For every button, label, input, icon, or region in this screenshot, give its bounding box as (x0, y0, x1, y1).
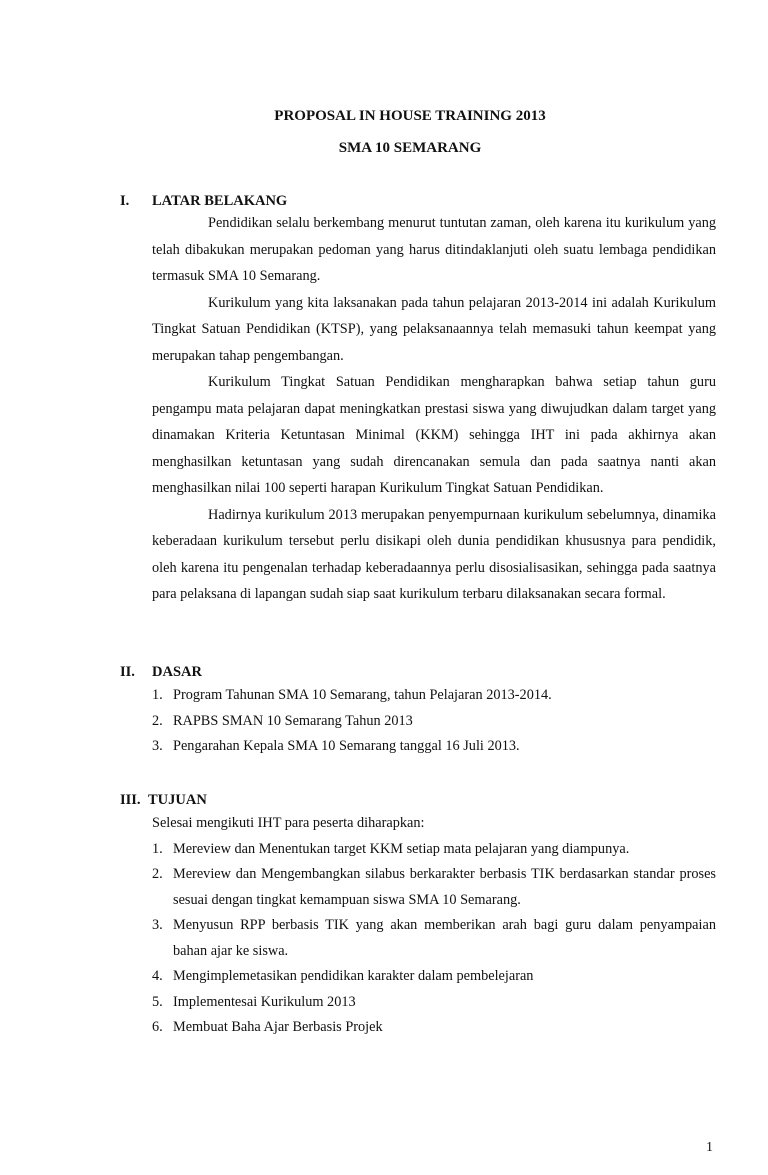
list-number: 2. (152, 866, 163, 882)
list-text: Pengarahan Kepala SMA 10 Semarang tanggal 16 Juli 2013. (173, 738, 520, 754)
list-text: RAPBS SMAN 10 Semarang Tahun 2013 (173, 712, 413, 729)
section-heading (120, 791, 716, 809)
list-item (120, 990, 716, 1016)
section-title: TUJUAN (148, 792, 207, 808)
dasar-list (120, 683, 716, 760)
section-tujuan (120, 791, 716, 1041)
list-number: 4. (152, 968, 163, 984)
paragraph: Kurikulum yang kita laksanakan pada tahun pelajaran 2013-2014 ini adalah Kurikulum Tingkat Satuan Pendidikan (KTSP), yang pelaksanaannya telah memasuki tahun keempat yang merupakan tahap pengembangan. (152, 294, 716, 364)
list-number: 3. (152, 738, 163, 754)
section-title: LATAR BELAKANG (152, 193, 288, 209)
section-latar-belakang (120, 192, 716, 608)
list-text: Mereview dan Menentukan target KKM setiap mata pelajaran yang diampunya. (173, 840, 630, 857)
list-number: 3. (152, 917, 163, 933)
list-text: Program Tahunan SMA 10 Semarang, tahun Pelajaran 2013-2014. (173, 687, 552, 703)
list-number: 2. (152, 712, 163, 729)
list-number: 6. (152, 1019, 163, 1035)
list-text: Mengimplemetasikan pendidikan karakter dalam pembelejaran (173, 968, 534, 984)
list-item (120, 709, 716, 735)
list-number: 1. (152, 840, 163, 857)
list-item (120, 913, 716, 964)
list-item (120, 734, 716, 760)
list-item (120, 683, 716, 709)
list-text: Implementesai Kurikulum 2013 (173, 993, 356, 1010)
paragraph: Hadirnya kurikulum 2013 merupakan penyempurnaan kurikulum sebelumnya, dinamika keberadaan kurikulum tersebut perlu disikapi oleh dunia pendidikan khususnya para pendidik, oleh karena itu pengenalan terhadap keberadaannya perlu disosialisasikan, sehingga pada saatnya para pelaksana di lapangan sudah siap saat kurikulum terbaru dilaksanakan secara formal. (152, 506, 716, 602)
tujuan-list (120, 837, 716, 1041)
list-number: 1. (152, 687, 163, 703)
paragraph: Pendidikan selalu berkembang menurut tuntutan zaman, oleh karena itu kurikulum yang telah dibakukan merupakan pedoman yang harus ditindaklanjuti oleh suatu lembaga pendidikan termasuk SMA 10 Semarang. (152, 215, 716, 284)
list-number: 5. (152, 993, 163, 1010)
document-subtitle: SMA 10 SEMARANG (338, 140, 482, 156)
list-item (120, 964, 716, 990)
section-title: DASAR (152, 664, 202, 680)
section-number: III. (120, 792, 141, 808)
list-text: Membuat Baha Ajar Berbasis Projek (173, 1019, 383, 1035)
section-dasar (120, 663, 716, 760)
list-item (120, 837, 716, 863)
section-number: I. (120, 193, 130, 209)
section-heading (120, 192, 716, 210)
section-number: II. (120, 664, 135, 680)
tujuan-intro: Selesai mengikuti IHT para peserta diharapkan: (152, 815, 425, 831)
page-number: 1 (706, 1140, 713, 1155)
list-text: Menyusun RPP berbasis TIK yang akan memberikan arah bagi guru dalam penyampaian bahan ajar ke siswa. (173, 917, 716, 959)
paragraph: Kurikulum Tingkat Satuan Pendidikan mengharapkan bahwa setiap tahun guru pengampu mata pelajaran dapat meningkatkan prestasi siswa yang diwujudkan dalam target yang dinamakan Kriteria Ketuntasan Minimal (KKM) sehingga IHT ini pada akhirnya akan menghasilkan ketuntasan yang sudah direncanakan semula dan pada saatnya nanti akan menghasilkan nilai 100 seperti harapan Kurikulum Tingkat Satuan Pendidikan. (152, 374, 716, 496)
section-heading (120, 663, 716, 681)
document-title: PROPOSAL IN HOUSE TRAINING 2013 (274, 108, 546, 124)
list-item (120, 1015, 716, 1041)
list-item (120, 862, 716, 913)
list-text: Mereview dan Mengembangkan silabus berkarakter berbasis TIK berdasarkan standar proses sesuai dengan tingkat kemampuan siswa SMA 10 Semarang. (173, 866, 716, 908)
